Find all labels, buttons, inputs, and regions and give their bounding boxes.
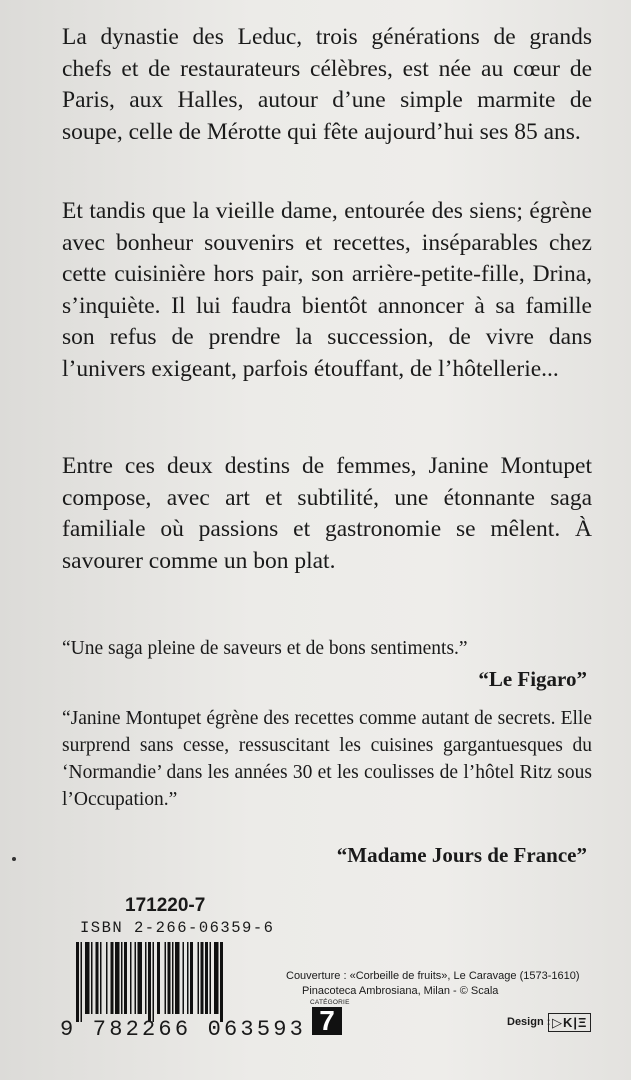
review-source-1: “Le Figaro”: [478, 667, 587, 691]
isbn-number: ISBN 2-266-06359-6: [80, 919, 275, 937]
review-quote-1: “Une saga pleine de saveurs et de bons sentiments.”: [62, 638, 468, 659]
barcode-icon: [76, 942, 266, 1022]
reference-code: 171220-7: [125, 895, 206, 916]
cover-credit-line-1: Couverture : «Corbeille de fruits», Le Caravage (1573-1610): [286, 970, 580, 982]
cover-credit-line-2: Pinacoteca Ambrosiana, Milan - © Scala: [302, 985, 499, 997]
design-logo: ▷K|Ξ: [548, 1013, 591, 1032]
category-label: CATÉGORIE: [310, 999, 350, 1006]
ean-digits: 9 782266 063593: [60, 1017, 307, 1042]
review-source-2: “Madame Jours de France”: [336, 843, 587, 867]
blurb-paragraph-2: Et tandis que la vieille dame, entourée des siens; égrène avec bonheur souvenirs et recettes, inséparables chez cette cuisinière hors pair, son arrière-petite-fille, Drina, s’inquiète. Il lui faudra bientôt annoncer à sa famille son refus de prendre la succession, de vivre dans l’univers exigeant, parfois étouffant, de l’hôtellerie...: [62, 198, 592, 382]
category-badge: [310, 999, 350, 1036]
category-number: 7: [312, 1007, 342, 1035]
blurb-paragraph-1: La dynastie des Leduc, trois générations de grands chefs et de restaurateurs célèbres, est née au cœur de Paris, aux Halles, autour d’une simple marmite de soupe, celle de Mérotte qui fête aujourd’hui ses 85 ans.: [62, 24, 592, 145]
print-speck: [12, 857, 16, 861]
review-quote-2: “Janine Montupet égrène des recettes comme autant de secrets. Elle surprend sans cesse, ressuscitant les cuisines gargantuesques du ‘Normandie’ dans les années 30 et les coulisses de l’hôtel Ritz sous l’Occupation.”: [62, 708, 592, 810]
blurb-paragraph-3: Entre ces deux destins de femmes, Janine Montupet compose, avec art et subtilité, une étonnante saga familiale où passions et gastronomie se mêlent. À savourer comme un bon plat.: [62, 453, 592, 574]
design-label: Design :: [507, 1016, 551, 1028]
